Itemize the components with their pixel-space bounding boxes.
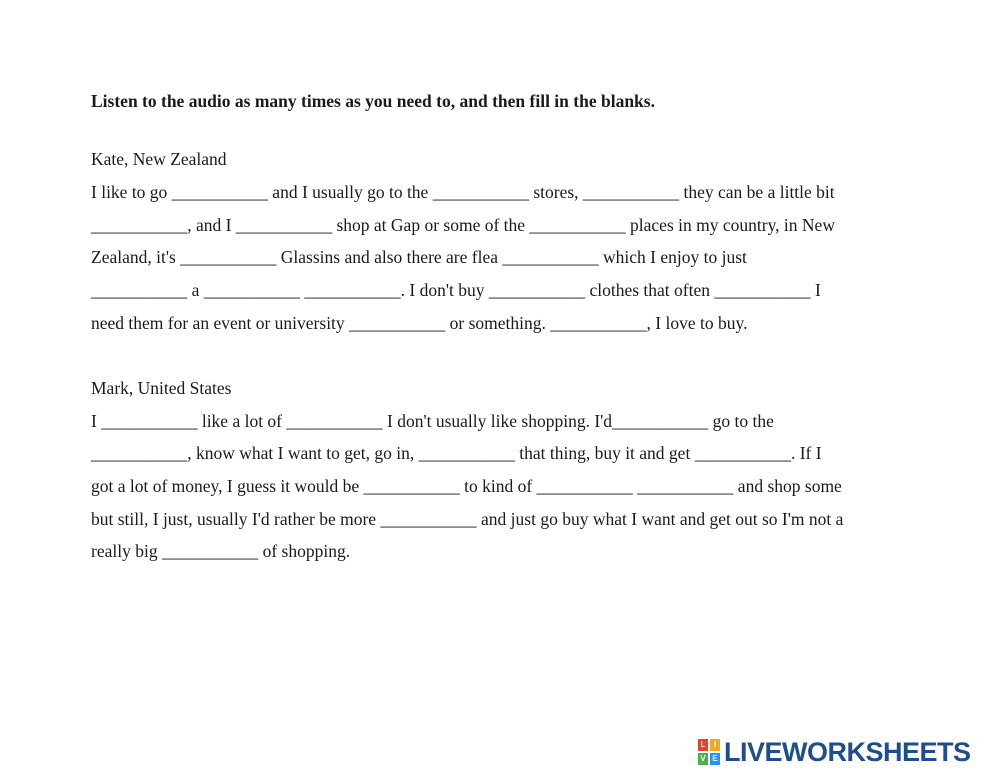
paragraph-line: Zealand, it's ___________ Glassins and also there are flea ___________ which I enjoy to just bbox=[91, 247, 747, 267]
speaker-mark: Mark, United States bbox=[91, 378, 232, 398]
speaker-kate: Kate, New Zealand bbox=[91, 149, 227, 169]
paragraph-line: ___________, and I ___________ shop at Gap or some of the ___________ places in my country, in New bbox=[91, 215, 835, 235]
logo-letter: L bbox=[698, 739, 708, 751]
paragraph-line: I ___________ like a lot of ___________ I don't usually like shopping. I'd___________ go to the bbox=[91, 411, 774, 431]
paragraph-line: got a lot of money, I guess it would be ___________ to kind of ___________ ___________ and shop some bbox=[91, 476, 842, 496]
logo-letter: V bbox=[698, 753, 708, 765]
instructions: Listen to the audio as many times as you need to, and then fill in the blanks. bbox=[91, 91, 655, 111]
paragraph-line: ___________, know what I want to get, go in, ___________ that thing, buy it and get ___________. If I bbox=[91, 443, 822, 463]
paragraph-line: I like to go ___________ and I usually go to the ___________ stores, ___________ they can be a little bit bbox=[91, 182, 835, 202]
logo-text: LIVEWORKSHEETS bbox=[724, 736, 971, 767]
logo-letter: E bbox=[710, 753, 720, 765]
paragraph-line: need them for an event or university ___________ or something. ___________, I love to buy. bbox=[91, 313, 748, 333]
liveworksheets-logo bbox=[698, 736, 971, 768]
paragraph-line: but still, I just, usually I'd rather be more ___________ and just go buy what I want and get out so I'm not a bbox=[91, 509, 844, 529]
paragraph-line: really big ___________ of shopping. bbox=[91, 541, 351, 561]
paragraph-line: ___________ a ___________ ___________. I don't buy ___________ clothes that often ___________ I bbox=[91, 280, 821, 300]
logo-letter: I bbox=[710, 739, 720, 751]
liveworksheets-logo-icon bbox=[698, 739, 720, 765]
